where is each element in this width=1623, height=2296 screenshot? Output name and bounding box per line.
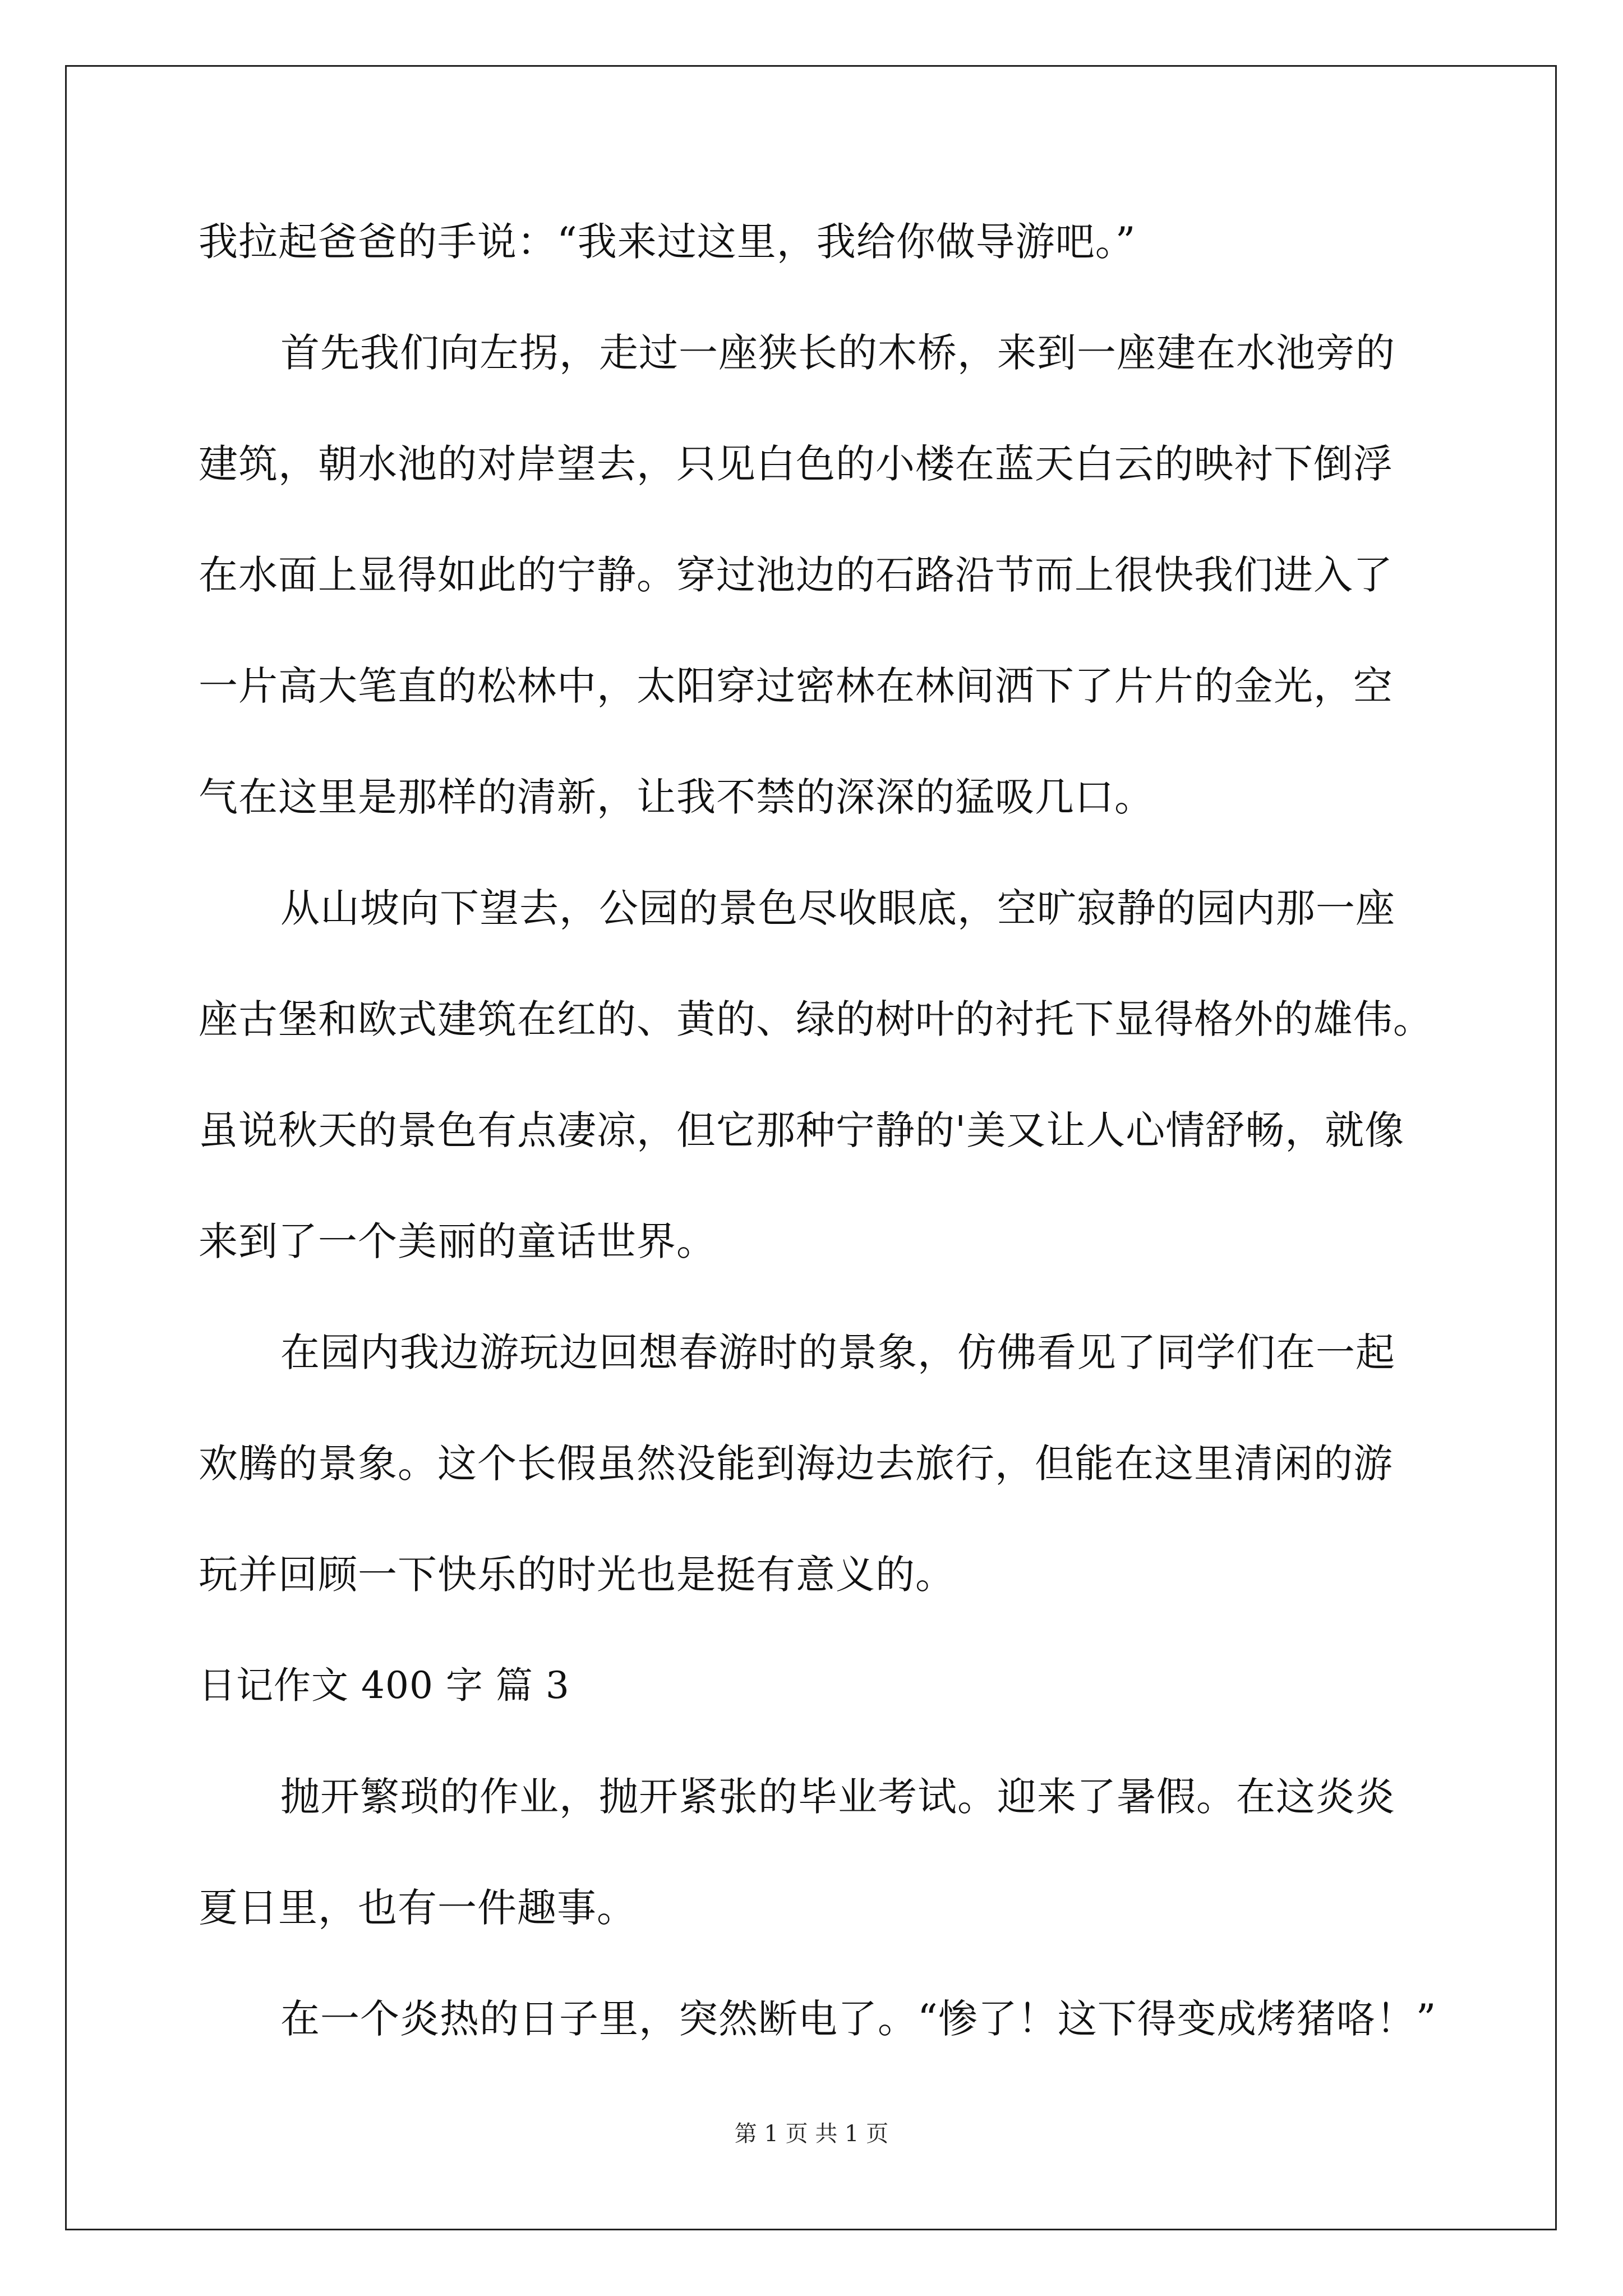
- text-line: 玩并回顾一下快乐的时光也是挺有意义的。: [199, 1552, 955, 1598]
- text-line: 我拉起爸爸的手说：“我来过这里，我给你做导游吧。”: [199, 219, 1136, 265]
- text-line: 气在这里是那样的清新，让我不禁的深深的猛吸几口。: [199, 774, 1154, 820]
- text-line: 座古堡和欧式建筑在红的、黄的、绿的树叶的衬托下显得格外的雄伟。: [199, 996, 1433, 1042]
- text-line: 欢腾的景象。这个长假虽然没能到海边去旅行，但能在这里清闲的游: [199, 1441, 1393, 1487]
- paragraph-start-line: 在园内我边游玩边回想春游时的景象，仿佛看见了同学们在一起: [280, 1329, 1395, 1375]
- paragraph-start-line: 从山坡向下望去，公园的景色尽收眼底，空旷寂静的园内那一座: [280, 885, 1395, 931]
- paragraph-start-line: 抛开繁琐的作业，抛开紧张的毕业考试。迎来了暑假。在这炎炎: [280, 1774, 1395, 1820]
- text-line: 夏日里，也有一件趣事。: [199, 1885, 637, 1931]
- text-line: 在水面上显得如此的宁静。穿过池边的石路沿节而上很快我们进入了: [199, 552, 1393, 598]
- text-line: 来到了一个美丽的童话世界。: [199, 1218, 716, 1264]
- text-line: 一片高大笔直的松林中，太阳穿过密林在林间洒下了片片的金光，空: [199, 663, 1393, 709]
- page-footer: 第 1 页 共 1 页: [734, 2121, 889, 2147]
- text-line: 虽说秋天的景色有点凄凉，但它那种宁静的'美又让人心情舒畅，就像: [199, 1107, 1405, 1153]
- text-line: 建筑，朝水池的对岸望去，只见白色的小楼在蓝天白云的映衬下倒浮: [199, 441, 1393, 487]
- paragraph-start-line: 首先我们向左拐，走过一座狭长的木桥，来到一座建在水池旁的: [280, 330, 1395, 376]
- paragraph-start-line: 在一个炎热的日子里，突然断电了。“惨了！这下得变成烤猪咯！”: [280, 1996, 1437, 2042]
- section-heading: 日记作文 400 字 篇 3: [199, 1664, 570, 1707]
